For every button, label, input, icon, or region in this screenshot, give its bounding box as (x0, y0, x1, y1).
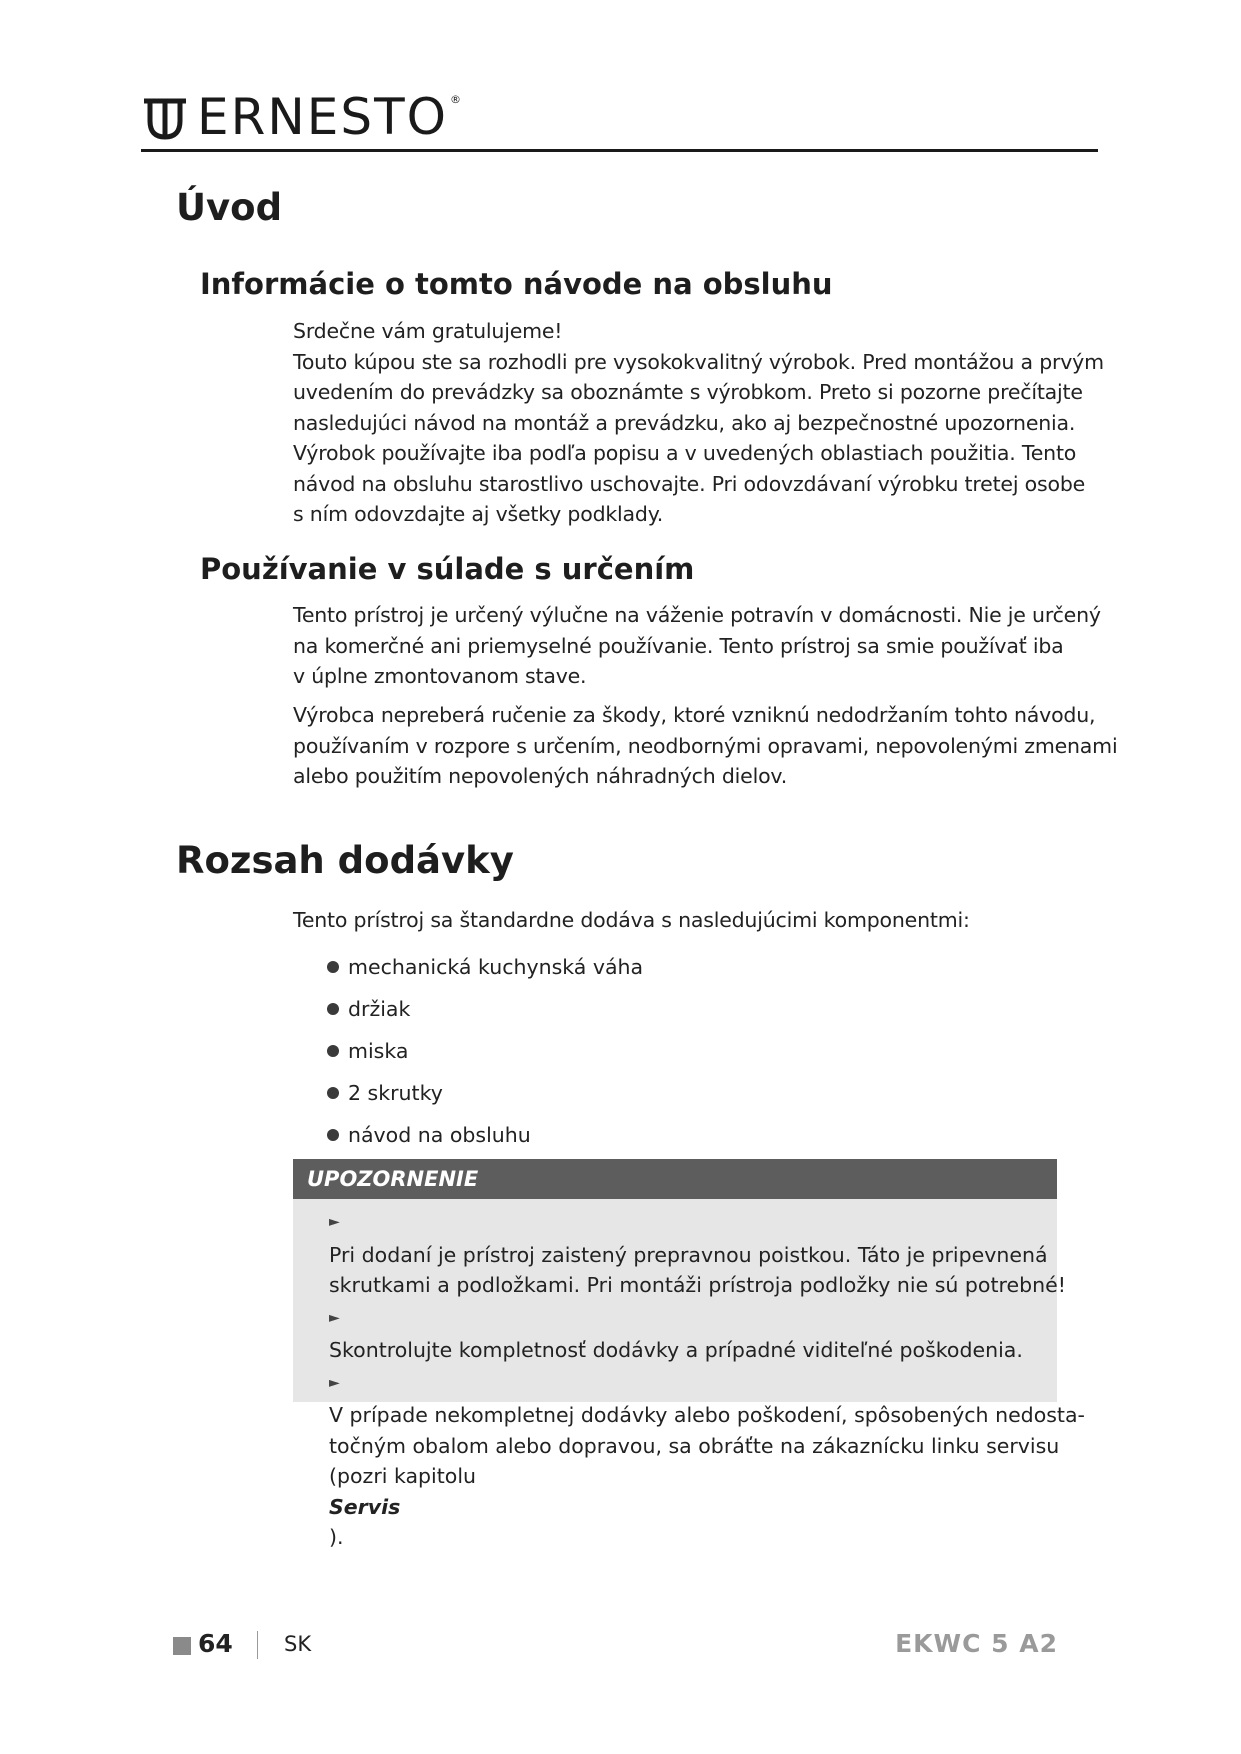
list-item: mechanická kuchynská váha (327, 946, 643, 988)
heading-about-manual: Informácie o tomto návode na obsluhu (200, 267, 833, 301)
list-item: miska (327, 1030, 643, 1072)
delivery-lead (293, 905, 970, 936)
notice-items (329, 1209, 1085, 1557)
arrow-right-icon: ► (329, 1309, 340, 1326)
brand-name: ERNESTO (197, 88, 448, 146)
language-code: SK (284, 1632, 312, 1656)
heading-intended-use: Používanie v súlade s určením (200, 552, 695, 586)
text-line: Touto kúpou ste sa rozhodli pre vysokokvalitný výrobok. Pred montážou a prvým (293, 349, 1104, 374)
chapter-reference: Servis (329, 1494, 401, 1519)
text-line: Výrobok používajte iba podľa popisu a v uvedených oblastiach použitia. Tento (293, 441, 1077, 465)
text-line: Srdečne vám gratulujeme! (293, 319, 563, 343)
list-item: návod na obsluhu (327, 1114, 643, 1156)
list-item: držiak (327, 988, 643, 1030)
registered-mark: ® (449, 92, 461, 106)
footer-divider (257, 1631, 258, 1659)
bullet-icon (327, 1003, 339, 1015)
arrow-right-icon: ► (329, 1214, 340, 1230)
arrow-right-icon: ► (329, 1374, 340, 1391)
text-line: Tento prístroj sa štandardne dodáva s nasledujúcimi komponentmi: (293, 908, 970, 932)
brand-logo (141, 88, 461, 146)
model-number: EKWC 5 A2 (895, 1629, 1058, 1658)
header-divider (141, 149, 1098, 152)
text-line: Výrobca nepreberá ručenie za škody, ktoré vzniknú nedodržaním tohto návodu, (293, 703, 1096, 727)
section-title-intro: Úvod (176, 186, 283, 229)
list-item: 2 skrutky (327, 1072, 643, 1114)
notice-box (293, 1159, 1085, 1549)
notice-title: UPOZORNENIE (293, 1159, 1057, 1199)
text-line: návod na obsluhu starostlivo uschovajte. Pri odovzdávaní výrobku tretej osobe (293, 471, 1086, 496)
ernesto-logo-mark-icon (141, 91, 189, 143)
text-line: uvedením do prevádzky sa oboznámte s výrobkom. Preto si pozorne prečítajte (293, 380, 1083, 404)
text-line: na komerčné ani priemyselné používanie. Tento prístroj sa smie používať iba (293, 633, 1064, 658)
bullet-icon (327, 1087, 339, 1099)
bullet-icon (327, 1045, 339, 1057)
notice-item: ► V prípade nekompletnej dodávky alebo poškodení, spôsobených nedosta- točným obalom alebo dopravou, sa obráťte na zákaznícku linku servisu (pozri kapitolu Servis ). (329, 1370, 1085, 1553)
text-line: v úplne zmontovanom stave. (293, 664, 587, 688)
intended-use-text-2 (293, 700, 1117, 792)
section-title-delivery: Rozsah dodávky (176, 839, 514, 882)
bullet-icon (327, 961, 339, 973)
delivery-list (327, 946, 643, 1156)
text-line: Tento prístroj je určený výlučne na váženie potravín v domácnosti. Nie je určený (293, 603, 1101, 627)
text-line: alebo použitím nepovolených náhradných dielov. (293, 764, 788, 788)
bullet-icon (327, 1129, 339, 1141)
text-line: používaním v rozpore s určením, neodbornými opravami, nepovolenými zmenami (293, 733, 1118, 758)
text-line: nasledujúci návod na montáž a prevádzku, ako aj bezpečnostné upozornenia. (293, 410, 1076, 435)
about-manual-text (293, 316, 1104, 530)
notice-item: ► Skontrolujte kompletnosť dodávky a prípadné viditeľné poškodenia. (329, 1305, 1085, 1366)
notice-item: ► Pri dodaní je prístroj zaistený prepravnou poistkou. Táto je pripevnená skrutkami a podložkami. Pri montáži prístroja podložky nie sú potrebné! (329, 1209, 1085, 1301)
intended-use-text-1 (293, 600, 1101, 692)
footer-square-icon (173, 1637, 191, 1655)
text-line: s ním odovzdajte aj všetky podklady. (293, 502, 664, 526)
page-number: 64 (198, 1629, 233, 1658)
page-footer (0, 1625, 1241, 1665)
